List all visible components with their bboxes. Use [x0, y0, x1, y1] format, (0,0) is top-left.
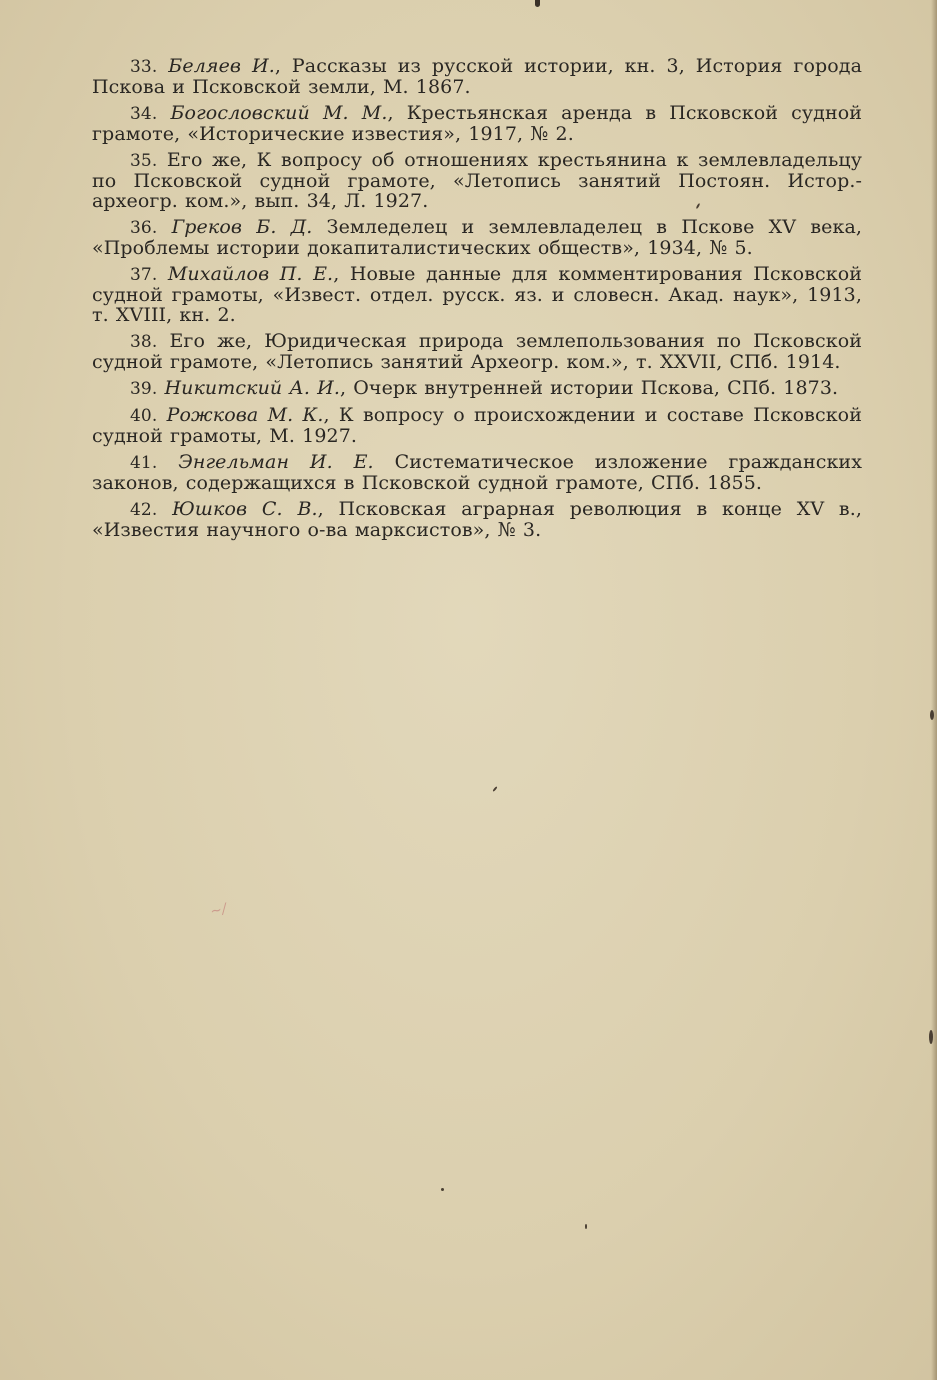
reference-text: , Рассказы из русской истории, кн. 3, История города Пскова и Псковской земли, М. 1867. [92, 55, 863, 98]
reference-text: , К вопросу о происхождении и составе Псковской судной грамоты, М. 1927. [92, 404, 862, 447]
reference-number: 35. [130, 151, 158, 171]
reference-item [92, 452, 862, 493]
reference-text: , Новые данные для комментирования Псковской судной грамоты, «Извест. отдел. русск. яз. и словесн. Акад. наук», 1913, т. XVIII, кн. 2. [92, 263, 863, 326]
reference-number: 38. [130, 332, 158, 352]
reference-author: Беляев И. [168, 55, 275, 77]
reference-author: Никитский А. И. [164, 377, 340, 399]
reference-text: Его же, Юридическая природа землепользования по Псковской судной грамоте, «Летопись занятий Археогр. ком.», т. XXVII, СПб. 1914. [92, 330, 862, 373]
reference-item [92, 331, 862, 372]
pencil-mark: ~/ [208, 900, 229, 920]
reference-number: 39. [130, 379, 158, 399]
reference-list [92, 56, 862, 546]
reference-number: 40. [130, 406, 158, 426]
reference-author: Энгельман И. Е. [178, 451, 374, 473]
reference-number: 41. [130, 453, 158, 473]
reference-item [92, 264, 862, 325]
reference-author: Михайлов П. Е. [167, 263, 334, 285]
reference-author: Юшков С. В. [172, 498, 318, 520]
reference-number: 34. [130, 104, 158, 124]
speck [585, 1224, 587, 1229]
reference-text: , Крестьянская аренда в Псковской судной грамоте, «Исторические известия», 1917, № 2. [92, 102, 863, 145]
reference-author: Рожкова М. К. [166, 404, 324, 426]
reference-text: Систематическое изложение гражданских законов, содержащихся в Псковской судной грамоте, СПб. 1855. [92, 451, 863, 494]
speck [492, 786, 497, 792]
reference-item [92, 405, 862, 446]
reference-number: 33. [130, 57, 158, 77]
reference-number: 42. [130, 500, 158, 520]
reference-item [92, 499, 862, 540]
reference-item [92, 103, 862, 144]
page-edge-shadow [931, 0, 937, 1380]
reference-author: Богословский М. М. [170, 102, 388, 124]
reference-text: Его же, К вопросу об отношениях крестьянина к землевладельцу по Псковской судной грамоте, «Летопись занятий Постоян. Истор.-археогр. ком.», вып. 34, Л. 1927. [92, 149, 862, 212]
reference-number: 36. [130, 218, 158, 238]
speck [930, 710, 934, 720]
reference-author: Греков Б. Д. [171, 216, 313, 238]
reference-text: , Очерк внутренней истории Пскова, СПб. 1873. [339, 377, 839, 399]
speck [929, 1030, 933, 1044]
speck [441, 1188, 444, 1191]
reference-item [92, 217, 862, 258]
reference-item [92, 56, 862, 97]
reference-item [92, 150, 862, 211]
reference-item [92, 378, 862, 399]
reference-number: 37. [130, 265, 158, 285]
reference-text: , Псковская аграрная революция в конце XV в., «Известия научного о-ва марксистов», № 3. [92, 498, 863, 541]
ink-mark [535, 0, 540, 7]
reference-text: Земледелец и землевладелец в Пскове XV века, «Проблемы истории докапиталистических обществ», 1934, № 5. [92, 216, 863, 259]
